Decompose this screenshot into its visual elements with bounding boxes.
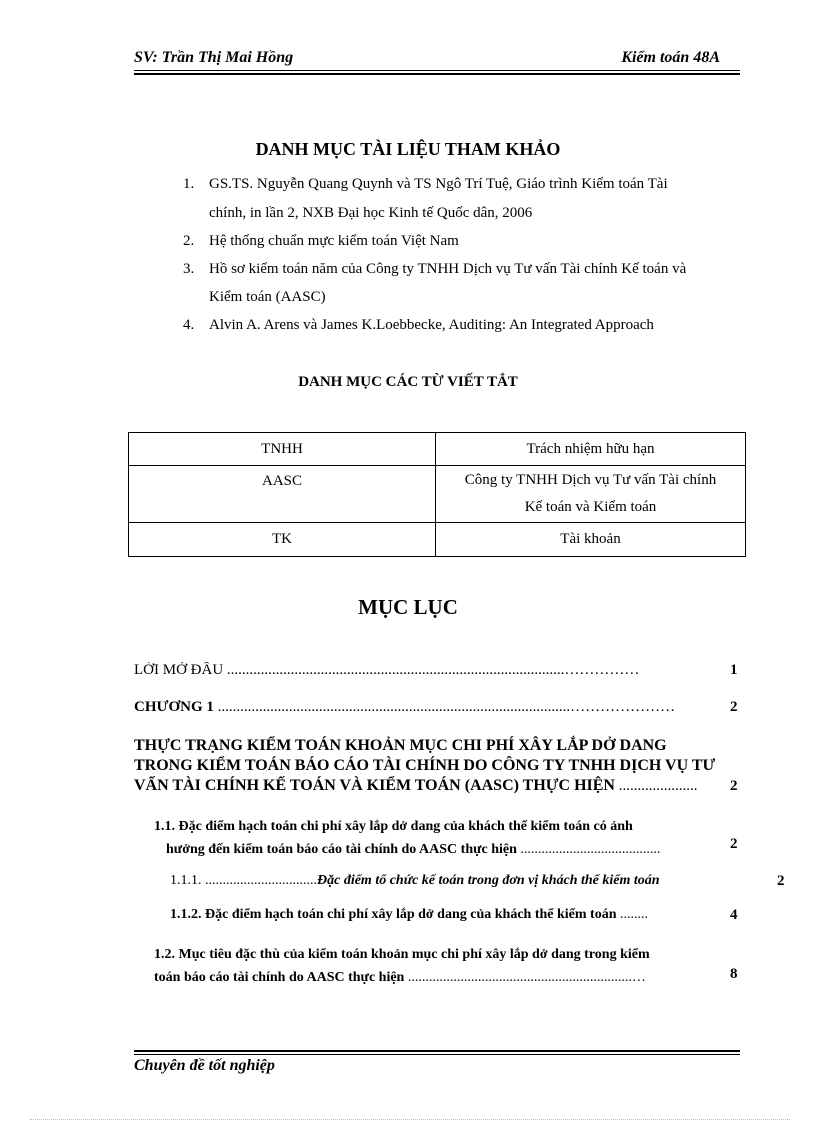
abbreviations-title: DANH MỤC CÁC TỪ VIẾT TẮT <box>298 374 518 390</box>
footer-rule-top <box>134 1050 740 1052</box>
reference-number: 2. <box>183 233 195 249</box>
reference-number: 3. <box>183 261 195 277</box>
toc-entry-1-2[interactable]: 1.2. Mục tiêu đặc thù của kiểm toán khoản mục chi phí xây lắp dở dang trong kiểm toán báo cáo tài chính do AASC thực hiện ................................................................… <box>154 943 744 989</box>
meaning-cell <box>436 466 746 523</box>
toc-entry-line: THỰC TRẠNG KIỂM TOÁN KHOẢN MỤC CHI PHÍ XÂY LẮP DỞ DANG <box>134 737 667 754</box>
footer-rule-bottom <box>134 1054 740 1055</box>
header-rule-top <box>134 70 740 71</box>
page-bottom-edge <box>30 1119 790 1120</box>
abbr-cell: TNHH <box>129 433 436 466</box>
toc-page-number: 2 <box>730 699 738 715</box>
toc-entry-line: 1.2. Mục tiêu đặc thù của kiểm toán khoản mục chi phí xây lắp dở dang trong kiểm <box>154 947 650 962</box>
toc-page-number: 2 <box>777 873 785 889</box>
abbr-cell: AASC <box>129 466 436 523</box>
reference-text: Kiểm toán (AASC) <box>209 289 326 305</box>
abbr-cell: TK <box>129 523 436 557</box>
reference-text: Hồ sơ kiểm toán năm của Công ty TNHH Dịch vụ Tư vấn Tài chính Kế toán và <box>209 261 687 277</box>
table-row <box>129 466 746 523</box>
meaning-line: Kế toán và Kiểm toán <box>524 499 657 515</box>
toc-entry-label: LỜI MỞ ĐẦU <box>134 662 224 678</box>
toc-page-number: 8 <box>730 966 738 982</box>
toc-page-number: 4 <box>730 907 738 923</box>
meaning-cell: Tài khoản <box>436 523 746 557</box>
meaning-line: Công ty TNHH Dịch vụ Tư vấn Tài chính <box>464 472 717 488</box>
references-title: DANH MỤC TÀI LIỆU THAM KHẢO <box>255 139 561 159</box>
reference-text: Alvin A. Arens và James K.Loebbecke, Auditing: An Integrated Approach <box>209 317 654 333</box>
toc-entry-line: VẤN TÀI CHÍNH KẾ TOÁN VÀ KIỂM TOÁN (AASC) THỰC HIỆN <box>134 777 615 794</box>
reference-text: chính, in lần 2, NXB Đại học Kinh tế Quốc dân, 2006 <box>209 205 533 221</box>
toc-page-number: 2 <box>730 836 738 852</box>
toc-page-number: 1 <box>730 662 738 678</box>
header-student-name: SV: Trần Thị Mai Hồng <box>134 49 294 66</box>
toc-entry-label: Đặc điểm tổ chức kế toán trong đơn vị khách thể kiểm toán <box>317 873 660 888</box>
header-rule-bottom <box>134 73 740 75</box>
reference-text: GS.TS. Nguyễn Quang Quynh và TS Ngô Trí Tuệ, Giáo trình Kiểm toán Tài <box>209 176 668 192</box>
reference-number: 4. <box>183 317 195 333</box>
toc-entry-1-1-2[interactable]: 1.1.2. Đặc điểm hạch toán chi phí xây lắp dở dang của khách thể kiểm toán ........ <box>170 907 648 922</box>
header-class: Kiểm toán 48A <box>621 49 720 66</box>
toc-entry-chuong-1[interactable]: CHƯƠNG 1 ..............................................................................................………………… <box>134 699 676 715</box>
toc-entry-number: 1.1.1. <box>170 873 202 888</box>
meaning-cell: Trách nhiệm hữu hạn <box>436 433 746 466</box>
reference-text: Hệ thống chuẩn mực kiểm toán Việt Nam <box>209 233 459 249</box>
toc-entry-line: 1.1. Đặc điểm hạch toán chi phí xây lắp dở dang của khách thể kiểm toán có ảnh <box>154 819 633 834</box>
toc-entry-loi-mo-dau[interactable]: LỜI MỞ ĐẦU ..........................................................................................…………… <box>134 662 640 678</box>
toc-entry-line: toán báo cáo tài chính do AASC thực hiện <box>154 970 405 985</box>
abbreviations-table <box>128 432 746 557</box>
toc-entry-line: hưởng đến kiểm toán báo cáo tài chính do AASC thực hiện <box>166 842 517 857</box>
toc-entry-1-1[interactable]: 1.1. Đặc điểm hạch toán chi phí xây lắp dở dang của khách thể kiểm toán có ảnh hưởng đến kiểm toán báo cáo tài chính do AASC thực hiện ........................................ <box>154 815 744 861</box>
toc-entry-1-1-1[interactable]: 1.1.1. ................................Đặc điểm tổ chức kế toán trong đơn vị khách thể kiểm toán <box>170 873 660 888</box>
toc-entry-label: 1.1.2. Đặc điểm hạch toán chi phí xây lắp dở dang của khách thể kiểm toán <box>170 907 617 922</box>
toc-page-number: 2 <box>730 778 738 794</box>
toc-entry-label: CHƯƠNG 1 <box>134 699 214 715</box>
toc-entry-line: TRONG KIỂM TOÁN BÁO CÁO TÀI CHÍNH DO CÔNG TY TNHH DỊCH VỤ TƯ <box>134 757 716 774</box>
footer-text: Chuyên đề tốt nghiệp <box>134 1057 275 1074</box>
table-row <box>129 523 746 557</box>
reference-number: 1. <box>183 176 195 192</box>
toc-entry-thuc-trang[interactable]: THỰC TRẠNG KIỂM TOÁN KHOẢN MỤC CHI PHÍ XÂY LẮP DỞ DANG TRONG KIỂM TOÁN BÁO CÁO TÀI CHÍNH DO CÔNG TY TNHH DỊCH VỤ TƯ VẤN TÀI CHÍNH KẾ TOÁN VÀ KIỂM TOÁN (AASC) THỰC HIỆN ..................... <box>134 736 744 796</box>
table-row <box>129 433 746 466</box>
toc-title: MỤC LỤC <box>358 595 458 619</box>
